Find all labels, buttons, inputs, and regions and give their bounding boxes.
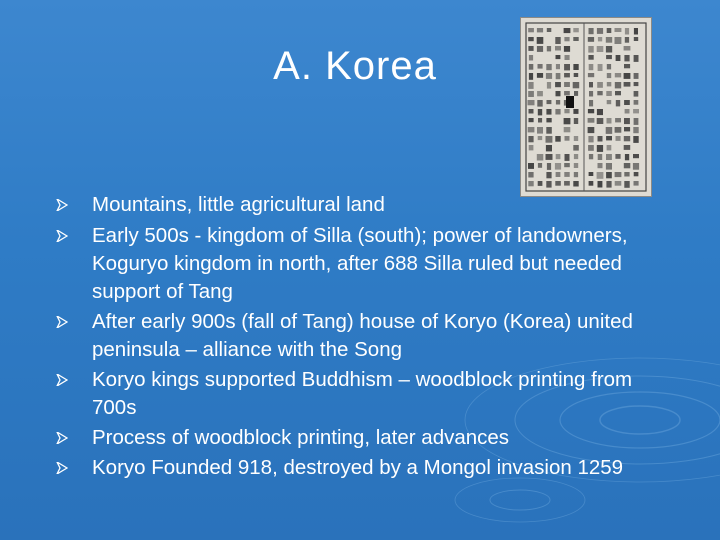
bullet-text: Koryo kings supported Buddhism – woodblock printing from 700s: [92, 368, 633, 419]
bullet-text: Koryo Founded 918, destroyed by a Mongol invasion 1259: [92, 456, 624, 479]
bullet-list: [56, 191, 676, 482]
bullet-text: Early 500s - kingdom of Silla (south); power of landowners, Koguryo kingdom in north, after 688 Silla ruled but needed support of Tang: [92, 224, 628, 303]
arrowhead-bullet-icon: [56, 374, 68, 386]
slide-title-text: A. Korea: [273, 44, 437, 88]
arrowhead-bullet-icon: [56, 230, 68, 242]
bullet-text: Process of woodblock printing, later advances: [92, 426, 510, 449]
bullet-item: [56, 424, 676, 452]
korean-woodblock-print-image: [521, 18, 651, 196]
bullet-item: [56, 308, 676, 364]
bullet-item: [56, 366, 676, 422]
arrowhead-bullet-icon: [56, 432, 68, 444]
arrowhead-bullet-icon: [56, 462, 68, 474]
arrowhead-bullet-icon: [56, 199, 68, 211]
bullet-item: [56, 222, 676, 306]
arrowhead-bullet-icon: [56, 316, 68, 328]
bullet-text: After early 900s (fall of Tang) house of Koryo (Korea) united peninsula – alliance with the Song: [92, 310, 633, 361]
bullet-item: [56, 191, 676, 219]
bullet-item: [56, 454, 676, 482]
bullet-text: Mountains, little agricultural land: [92, 193, 385, 216]
